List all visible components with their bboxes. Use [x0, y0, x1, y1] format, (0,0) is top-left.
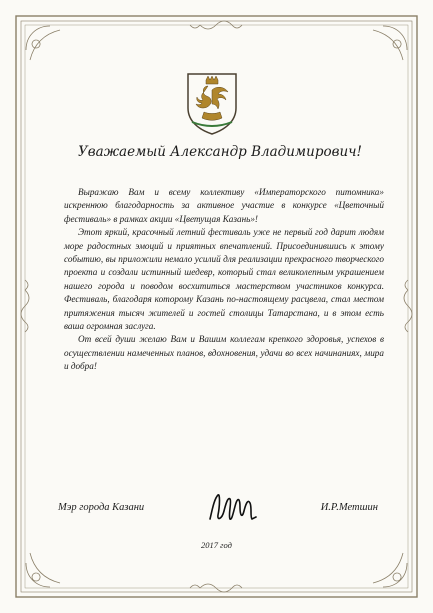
- signature-block: [58, 489, 378, 529]
- handwritten-signature-icon: [206, 489, 258, 527]
- kazan-dragon-emblem-icon: [178, 68, 246, 136]
- paragraph: Выражаю Вам и всему коллективу «Императорского питомника» искреннюю благодарность за активное участие в конкурсе «Цветочный фестиваль» в рамках акции «Цветущая Казань»!: [64, 187, 384, 224]
- greeting: Уважаемый Александр Владимирович!: [78, 144, 362, 160]
- paragraph: Этот яркий, красочный летний фестиваль уже не первый год дарит людям море радостных эмоций и приятных впечатлений. Присоединившись к этому событию, вы приложили немало усилий для реализации прекрасного творческого проекта и создали истинный шедевр, который стал великолепным украшением нашего города и поводом восхититься мастерством участников конкурса. Фестиваль, благодаря которому Казань по-настоящему расцвела, стал местом притяжения тысяч жителей и гостей столицы Татарстана, и в этом есть ваша огромная заслуга.: [64, 227, 384, 332]
- signatory-name: И.Р.Метшин: [320, 502, 378, 513]
- signatory-title: Мэр города Казани: [58, 502, 145, 513]
- letter-body: [64, 186, 384, 374]
- letter-year: 2017 год: [201, 540, 232, 550]
- paragraph: От всей души желаю Вам и Вашим коллегам крепкого здоровья, успехов в осуществлении намеченных планов, вдохновения, удачи во всех начинаниях, мира и добра!: [64, 334, 384, 372]
